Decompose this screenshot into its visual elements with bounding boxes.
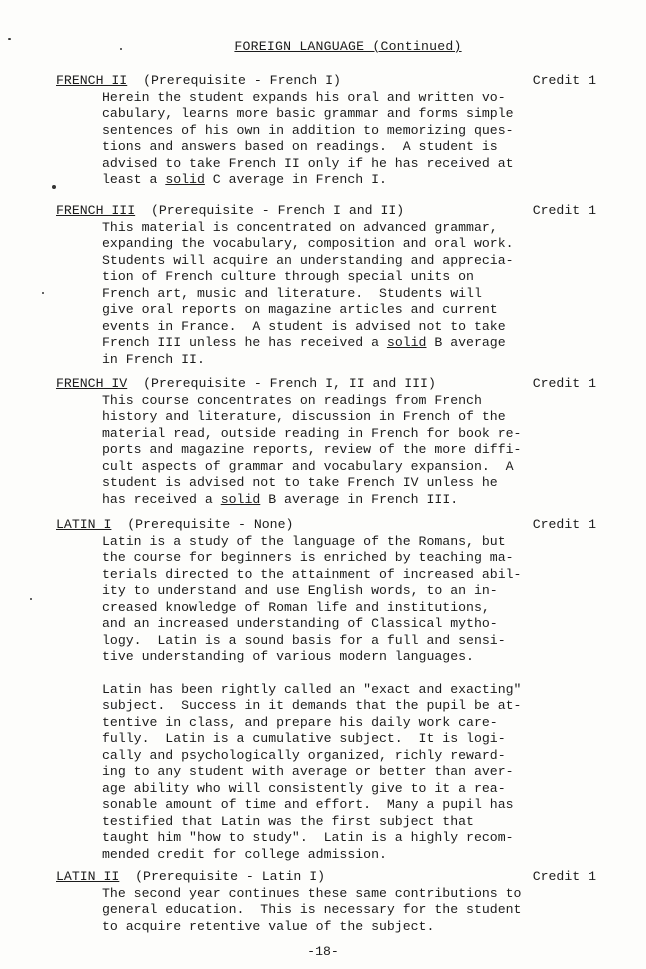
text-line: Students will acquire an understanding and apprecia- bbox=[102, 252, 514, 268]
text-line: French art, music and literature. Students will bbox=[102, 285, 482, 301]
course-prerequisite: (Prerequisite - French I) bbox=[143, 73, 341, 88]
text-line: age ability who will consistently give to it a rea- bbox=[102, 780, 506, 796]
course-credit: Credit 1 bbox=[532, 203, 596, 218]
course-credit: Credit 1 bbox=[532, 73, 596, 88]
course-french-2 bbox=[56, 73, 596, 189]
course-name: LATIN II bbox=[56, 869, 120, 884]
text-line: sentences of his own in addition to memorizing ques- bbox=[102, 122, 514, 138]
text-line: history and literature, discussion in French of the bbox=[102, 409, 506, 424]
course-description bbox=[102, 886, 596, 936]
course-header bbox=[56, 869, 596, 886]
text-line: creased knowledge of Roman life and institutions, bbox=[102, 599, 490, 615]
ink-speck bbox=[42, 292, 44, 294]
course-description bbox=[102, 393, 596, 509]
text-line: fully. Latin is a cumulative subject. It is logi- bbox=[102, 731, 506, 746]
line-segment: B average bbox=[426, 335, 506, 350]
text-line: to acquire retentive value of the subject. bbox=[102, 918, 435, 934]
course-description bbox=[102, 220, 596, 369]
text-line: give oral reports on magazine articles and current bbox=[102, 302, 498, 317]
text-line bbox=[102, 335, 596, 352]
course-prerequisite: (Prerequisite - French I and II) bbox=[150, 203, 405, 218]
text-line: cult aspects of grammar and vocabulary expansion. A bbox=[102, 458, 514, 474]
text-line: ports and magazine reports, review of the more diffi- bbox=[102, 442, 522, 457]
course-header bbox=[56, 73, 596, 90]
text-line: Latin is a study of the language of the Romans, but bbox=[102, 533, 506, 549]
course-french-3 bbox=[56, 203, 596, 368]
line-segment: least a bbox=[102, 172, 166, 187]
text-line: This material is concentrated on advanced grammar, bbox=[102, 219, 498, 235]
line-segment: has received a bbox=[102, 491, 221, 507]
course-credit: Credit 1 bbox=[532, 869, 596, 884]
course-prerequisite: (Prerequisite - French I, II and III) bbox=[143, 376, 436, 391]
course-credit: Credit 1 bbox=[532, 376, 596, 391]
text-line bbox=[102, 492, 596, 509]
course-header bbox=[56, 517, 596, 534]
text-line: expanding the vocabulary, composition and oral work. bbox=[102, 236, 514, 251]
course-description bbox=[102, 534, 596, 864]
text-line: mended credit for college admission. bbox=[102, 846, 387, 862]
underlined-word: solid bbox=[220, 491, 261, 507]
paragraph-gap bbox=[102, 666, 596, 682]
text-line: terials directed to the attainment of increased abil- bbox=[102, 566, 522, 582]
ink-speck bbox=[30, 598, 32, 600]
course-header bbox=[56, 376, 596, 393]
text-line: tion of French culture through special units on bbox=[102, 269, 474, 284]
text-line: Herein the student expands his oral and written vo- bbox=[102, 89, 506, 105]
text-line: in French II. bbox=[102, 351, 205, 367]
ink-speck bbox=[8, 38, 11, 40]
text-line: ity to understand and use English words, to an in- bbox=[102, 583, 498, 598]
course-description bbox=[102, 90, 596, 189]
course-credit: Credit 1 bbox=[532, 517, 596, 532]
text-line: taught him "how to study". Latin is a highly recom- bbox=[102, 830, 514, 845]
course-header bbox=[56, 203, 596, 220]
course-name: FRENCH III bbox=[56, 203, 136, 218]
text-line: material read, outside reading in French for book re- bbox=[102, 425, 522, 441]
line-segment: B average in French III. bbox=[260, 491, 459, 507]
page-title: FOREIGN LANGUAGE (Continued) bbox=[234, 39, 462, 54]
course-prerequisite: (Prerequisite - None) bbox=[127, 517, 294, 532]
line-segment: C average in French I. bbox=[204, 172, 387, 187]
ink-speck bbox=[52, 185, 56, 189]
text-line: This course concentrates on readings from French bbox=[102, 392, 482, 408]
text-line bbox=[102, 172, 596, 189]
text-line: subject. Success in it demands that the pupil be at- bbox=[102, 698, 522, 713]
ink-speck bbox=[120, 48, 122, 50]
course-latin-2 bbox=[56, 869, 596, 935]
course-name: LATIN I bbox=[56, 517, 112, 532]
text-line: ing to any student with average or better than aver- bbox=[102, 764, 514, 779]
text-line: general education. This is necessary for the student bbox=[102, 902, 522, 917]
text-line: testified that Latin was the first subject that bbox=[102, 813, 474, 829]
text-line: sonable amount of time and effort. Many a pupil has bbox=[102, 797, 514, 812]
text-line: cabulary, learns more basic grammar and forms simple bbox=[102, 106, 514, 121]
underlined-word: solid bbox=[165, 172, 205, 187]
text-line: The second year continues these same contributions to bbox=[102, 885, 522, 901]
course-french-4 bbox=[56, 376, 596, 508]
text-line: logy. Latin is a sound basis for a full and sensi- bbox=[102, 632, 506, 648]
underlined-word: solid bbox=[386, 335, 427, 350]
text-line: the course for beginners is enriched by teaching ma- bbox=[102, 550, 514, 565]
text-line: and an increased understanding of Classical mytho- bbox=[102, 616, 498, 631]
course-name: FRENCH II bbox=[56, 73, 128, 88]
course-prerequisite: (Prerequisite - Latin I) bbox=[135, 869, 326, 884]
text-line: cally and psychologically organized, richly reward- bbox=[102, 747, 506, 763]
course-name: FRENCH IV bbox=[56, 376, 128, 391]
text-line: tive understanding of various modern languages. bbox=[102, 649, 474, 664]
text-line: events in France. A student is advised not to take bbox=[102, 318, 506, 334]
text-line: Latin has been rightly called an "exact and exacting" bbox=[102, 681, 522, 697]
text-line: student is advised not to take French IV unless he bbox=[102, 475, 498, 490]
page-number: -18- bbox=[307, 944, 339, 959]
course-latin-1 bbox=[56, 517, 596, 863]
line-segment: French III unless he has received a bbox=[102, 335, 387, 350]
text-line: tentive in class, and prepare his daily work care- bbox=[102, 714, 498, 730]
text-line: advised to take French II only if he has received at bbox=[102, 155, 514, 171]
text-line: tions and answers based on readings. A student is bbox=[102, 139, 498, 154]
